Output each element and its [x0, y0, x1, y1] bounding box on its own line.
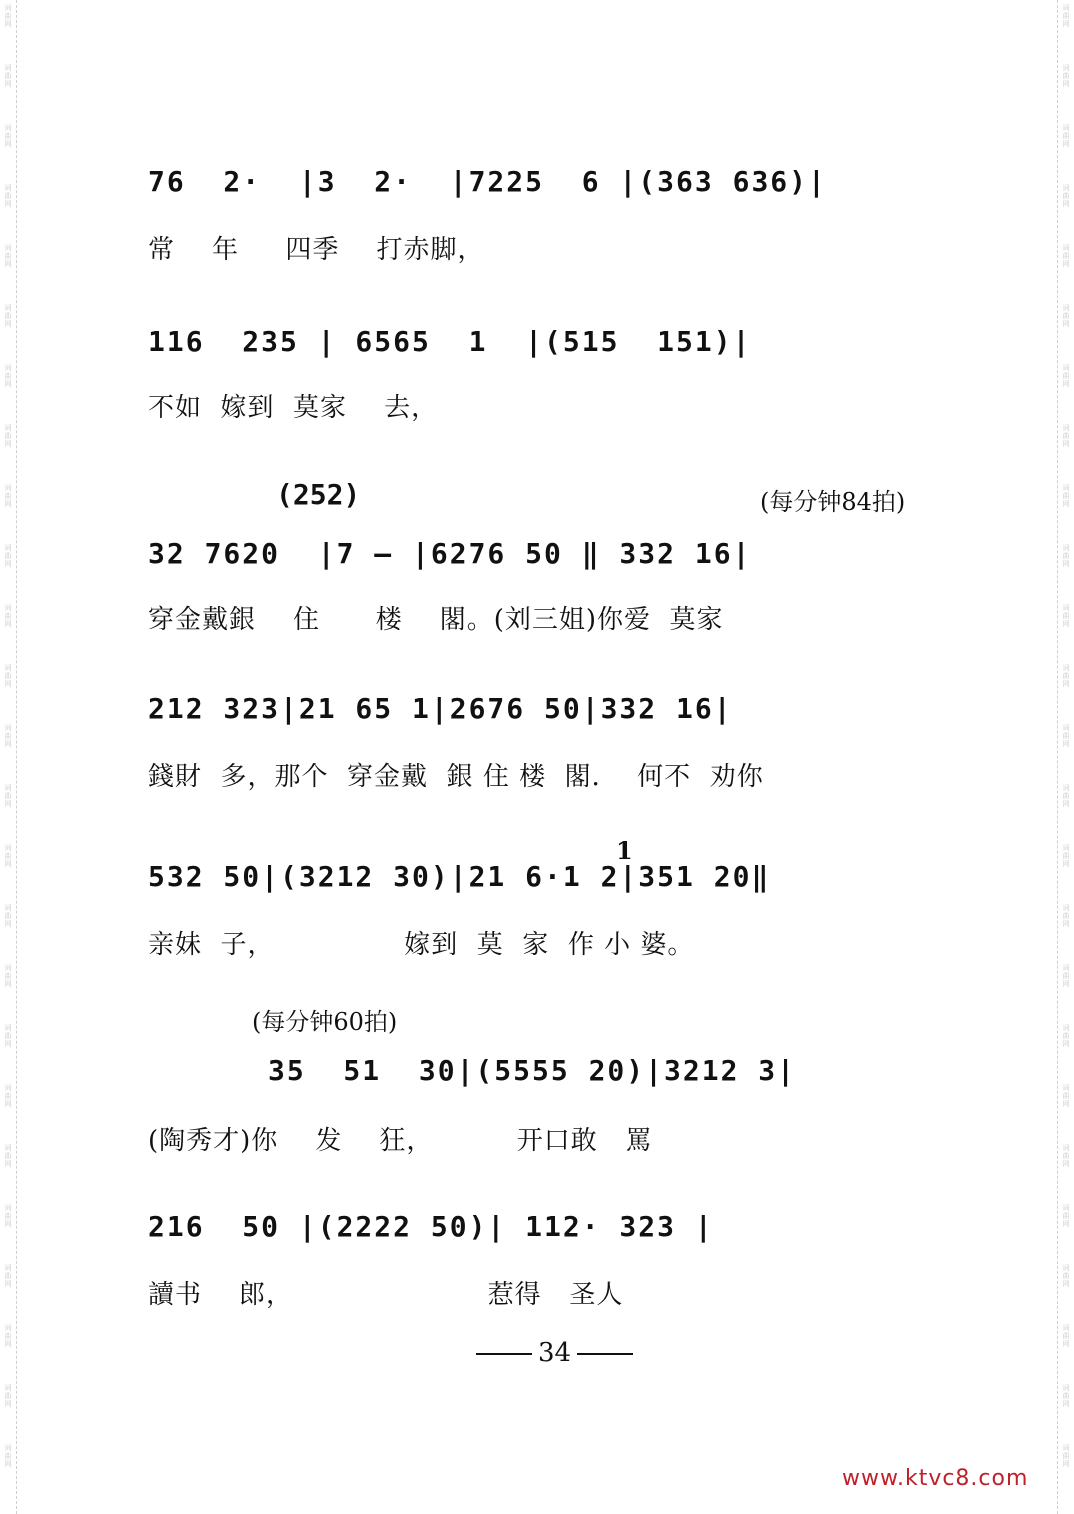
score-line-4	[148, 692, 938, 802]
watermark-glyph: 词 曲 网	[4, 544, 12, 568]
page-number-left-dash	[476, 1353, 532, 1355]
score-line-6	[148, 1054, 938, 1164]
watermark-glyph: 词 曲 网	[1062, 304, 1070, 328]
watermark-glyph: 词 曲 网	[1062, 244, 1070, 268]
watermark-glyph: 词 曲 网	[1062, 1444, 1070, 1468]
watermark-glyph: 词 曲 网	[4, 364, 12, 388]
notation-7: 216 50 |(2222 50)| 112· 323 |	[148, 1210, 714, 1243]
site-watermark: www.ktvc8.com	[842, 1466, 1029, 1491]
notation-1: 76 2· |3 2· |7225 6 |(363 636)|	[148, 165, 827, 198]
watermark-glyph: 词 曲 网	[1062, 1024, 1070, 1048]
watermark-glyph: 词 曲 网	[1062, 664, 1070, 688]
watermark-glyph: 词 曲 网	[1062, 4, 1070, 28]
watermark-glyph: 词 曲 网	[1062, 1264, 1070, 1288]
notation-3: 32 7620 |7 — |6276 50 ‖ 332 16|	[148, 537, 752, 570]
watermark-glyph: 词 曲 网	[4, 1024, 12, 1048]
watermark-glyph: 词 曲 网	[1062, 1084, 1070, 1108]
watermark-glyph: 词 曲 网	[4, 724, 12, 748]
page-number	[470, 1338, 639, 1368]
score-line-7	[148, 1210, 938, 1320]
lyric-1: 常 年 四季 打赤脚，	[148, 235, 485, 265]
watermark-glyph: 词 曲 网	[4, 604, 12, 628]
watermark-glyph: 词 曲 网	[4, 1384, 12, 1408]
watermark-glyph: 词 曲 网	[4, 64, 12, 88]
watermark-glyph: 词 曲 网	[4, 1264, 12, 1288]
notation-2: 116 235 | 6565 1 |(515 151)|	[148, 325, 752, 358]
score-line-3	[148, 537, 938, 647]
watermark-glyph: 词 曲 网	[4, 784, 12, 808]
watermark-glyph: 词 曲 网	[1062, 124, 1070, 148]
watermark-glyph: 词 曲 网	[1062, 724, 1070, 748]
lyric-6: (陶秀才)你 发 狂， 开口敢 罵	[148, 1126, 653, 1156]
notation-5: 532 50|(3212 30)|21 6·1 2|351 20‖	[148, 860, 771, 893]
watermark-glyph: 词 曲 网	[1062, 184, 1070, 208]
page-number-right-dash	[577, 1353, 633, 1355]
watermark-glyph: 词 曲 网	[4, 964, 12, 988]
score-line-5	[148, 860, 938, 970]
watermark-glyph: 词 曲 网	[1062, 604, 1070, 628]
watermark-glyph: 词 曲 网	[1062, 64, 1070, 88]
watermark-glyph: 词 曲 网	[1062, 844, 1070, 868]
watermark-glyph: 词 曲 网	[4, 424, 12, 448]
notation-6: 35 51 30|(5555 20)|3212 3|	[268, 1054, 797, 1087]
watermark-glyph: 词 曲 网	[1062, 544, 1070, 568]
watermark-glyph: 词 曲 网	[4, 484, 12, 508]
watermark-glyph: 词 曲 网	[1062, 784, 1070, 808]
lyric-7: 讀书 郎， 惹得 圣人	[148, 1280, 624, 1310]
tempo-marking-84: (每分钟84拍)	[760, 488, 906, 516]
inline-group: (252)	[276, 478, 361, 511]
watermark-glyph: 词 曲 网	[4, 304, 12, 328]
watermark-glyph: 词 曲 网	[4, 904, 12, 928]
watermark-glyph: 词 曲 网	[1062, 424, 1070, 448]
watermark-glyph: 词 曲 网	[4, 1144, 12, 1168]
watermark-glyph: 词 曲 网	[1062, 1144, 1070, 1168]
watermark-glyph: 词 曲 网	[1062, 964, 1070, 988]
watermark-glyph: 词 曲 网	[4, 184, 12, 208]
lyric-5: 亲妹 子， 嫁到 莫 家 作 小 婆。	[148, 930, 695, 960]
score-line-2	[148, 325, 938, 435]
watermark-glyph: 词 曲 网	[1062, 904, 1070, 928]
watermark-glyph: 词 曲 网	[4, 1084, 12, 1108]
lyric-2: 不如 嫁到 莫家 去，	[148, 393, 439, 423]
watermark-glyph: 词 曲 网	[4, 244, 12, 268]
score-line-1	[148, 165, 938, 275]
watermark-glyph: 词 曲 网	[4, 1444, 12, 1468]
watermark-glyph: 词 曲 网	[1062, 1324, 1070, 1348]
grace-note: 1	[616, 836, 633, 865]
watermark-glyph: 词 曲 网	[4, 1204, 12, 1228]
watermark-glyph: 词 曲 网	[4, 4, 12, 28]
watermark-glyph: 词 曲 网	[1062, 484, 1070, 508]
tempo-marking-60: (每分钟60拍)	[252, 1008, 398, 1036]
lyric-4: 錢財 多，那个 穿金戴 銀 住 楼 閣． 何不 劝你	[148, 762, 764, 792]
watermark-glyph: 词 曲 网	[4, 844, 12, 868]
watermark-glyph: 词 曲 网	[4, 124, 12, 148]
lyric-3: 穿金戴銀 住 楼 閣。(刘三姐)你爱 莫家	[148, 605, 724, 635]
watermark-glyph: 词 曲 网	[4, 1324, 12, 1348]
watermark-glyph: 词 曲 网	[1062, 1384, 1070, 1408]
watermark-glyph: 词 曲 网	[4, 664, 12, 688]
notation-4: 212 323|21 65 1|2676 50|332 16|	[148, 692, 733, 725]
watermark-glyph: 词 曲 网	[1062, 364, 1070, 388]
page-number-value: 34	[538, 1338, 572, 1368]
watermark-glyph: 词 曲 网	[1062, 1204, 1070, 1228]
